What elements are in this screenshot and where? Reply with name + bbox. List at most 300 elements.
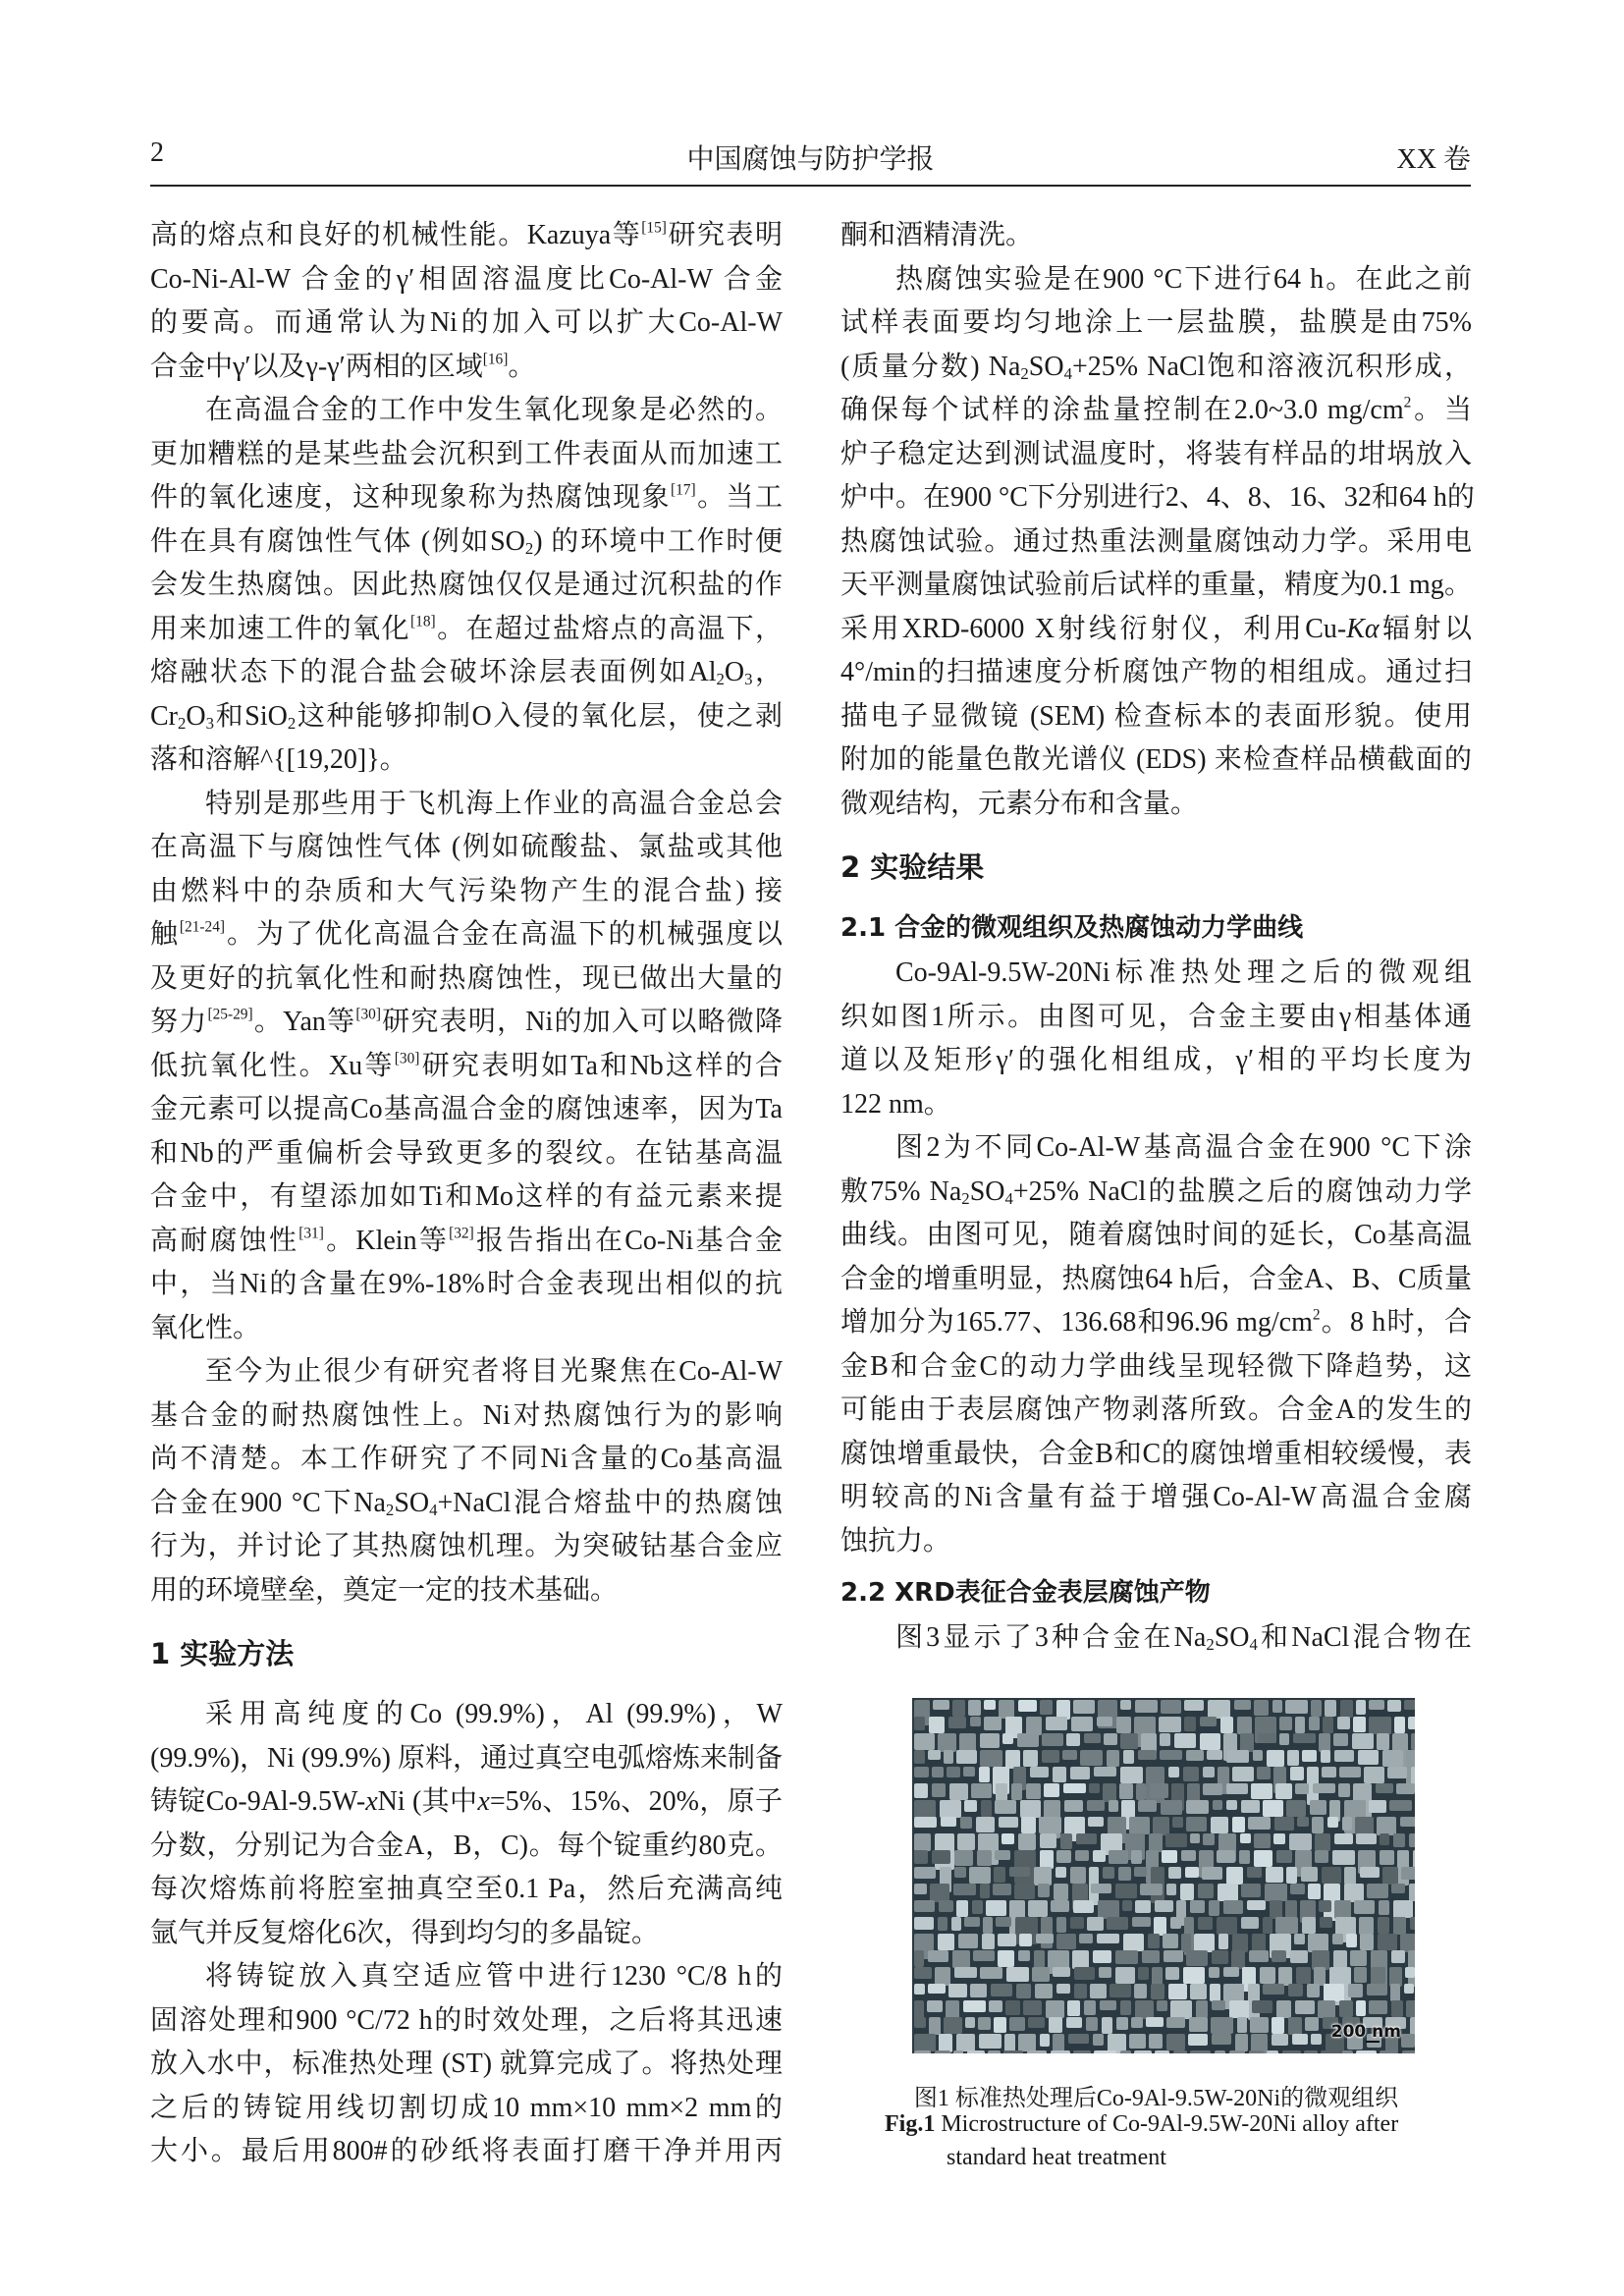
gamma-prime-particle: [1401, 1867, 1415, 1880]
gamma-prime-particle: [1267, 2050, 1278, 2053]
gamma-prime-particle: [1163, 1934, 1178, 1948]
gamma-prime-particle: [1212, 1950, 1228, 1964]
gamma-prime-particle: [1168, 1767, 1179, 1777]
gamma-prime-particle: [1009, 2017, 1025, 2031]
gamma-prime-particle: [1122, 1900, 1132, 1911]
gamma-prime-particle: [1120, 1767, 1143, 1783]
gamma-prime-particle: [1410, 1917, 1415, 1930]
gamma-prime-particle: [1348, 1984, 1363, 1997]
gamma-prime-particle: [1107, 1917, 1128, 1930]
paragraph: [840, 1616, 1472, 1661]
text-line: 件在具有腐蚀性气体 (例如$SO_2$) 的环境中工作时便: [150, 525, 783, 558]
gamma-prime-particle: [1285, 1900, 1297, 1918]
gamma-prime-particle: [1181, 1850, 1196, 1861]
gamma-prime-particle: [1129, 1817, 1150, 1834]
gamma-prime-particle: [977, 1850, 992, 1866]
gamma-prime-particle: [1333, 1950, 1347, 1968]
gamma-prime-particle: [953, 1884, 976, 1895]
gamma-prime-particle: [1094, 2050, 1116, 2053]
gamma-prime-particle: [1018, 1950, 1030, 1961]
gamma-prime-particle: [1032, 1967, 1050, 1982]
gamma-prime-particle: [1213, 1800, 1222, 1810]
text-line: 4°/min的扫描速度分析腐蚀产物的相组成。通过扫: [840, 657, 1472, 687]
gamma-prime-particle: [1076, 1833, 1097, 1844]
paragraph: [150, 389, 783, 783]
gamma-prime-particle: [1308, 1934, 1328, 1952]
gamma-prime-particle: [1005, 2000, 1020, 2015]
gamma-prime-particle: [956, 2034, 975, 2051]
gamma-prime-particle: [1282, 2050, 1301, 2053]
gamma-prime-particle: [1203, 1833, 1215, 1845]
gamma-prime-particle: [914, 1884, 927, 1894]
gamma-prime-particle: [1334, 1833, 1353, 1844]
gamma-prime-particle: [1140, 1884, 1163, 1895]
gamma-prime-particle: [1088, 1817, 1104, 1827]
text-line: 炉子稳定达到测试温度时，将装有样品的坩埚放入: [840, 438, 1472, 469]
gamma-prime-particle: [1333, 1733, 1348, 1746]
gamma-prime-particle: [1247, 1900, 1266, 1910]
gamma-prime-particle: [1198, 1917, 1213, 1930]
text-line: 特别是那些用于飞机海上作业的高温合金总会: [205, 788, 783, 819]
text-line: 尚不清楚。本工作研究了不同Ni含量的Co基高温: [150, 1444, 783, 1474]
gamma-prime-particle: [1075, 1850, 1089, 1861]
paragraph: [840, 258, 1475, 827]
gamma-prime-particle: [1116, 1717, 1131, 1733]
text-line: 中，当Ni的含量在9%-18%时合金表现出相似的抗: [150, 1269, 783, 1299]
gamma-prime-particle: [1382, 1867, 1398, 1885]
text-line: 将铸锭放入真空适应管中进行1230 °C/8 h的: [205, 1961, 783, 1992]
gamma-prime-particle: [1254, 1850, 1272, 1867]
gamma-prime-particle: [1190, 1984, 1207, 1999]
gamma-prime-particle: [1099, 1967, 1111, 1978]
gamma-prime-particle: [1387, 1767, 1407, 1778]
gamma-prime-particle: [1289, 1833, 1312, 1850]
gamma-prime-particle: [928, 1950, 948, 1962]
gamma-prime-particle: [914, 1984, 925, 1995]
gamma-prime-particle: [1086, 2017, 1098, 2031]
gamma-prime-particle: [914, 1750, 925, 1764]
gamma-prime-particle: [1053, 1967, 1070, 1977]
text-line: 金元素可以提高Co基高温合金的腐蚀速率，因为Ta: [150, 1094, 783, 1124]
left-column: [150, 214, 783, 2174]
gamma-prime-particle: [984, 1700, 996, 1710]
gamma-prime-particle: [1100, 2000, 1116, 2010]
text-line: 至今为止很少有研究者将目光聚焦在Co-Al-W: [205, 1356, 783, 1387]
header-rule: [150, 185, 1471, 187]
gamma-prime-particle: [1056, 1850, 1071, 1863]
gamma-prime-particle: [1120, 2000, 1131, 2015]
gamma-prime-particle: [1279, 1717, 1292, 1730]
gamma-prime-particle: [914, 1867, 936, 1879]
gamma-prime-particle: [1254, 1833, 1271, 1848]
gamma-prime-particle: [1184, 1717, 1196, 1731]
gamma-prime-particle: [1241, 1917, 1259, 1929]
gamma-prime-particle: [1094, 1767, 1116, 1777]
gamma-prime-particle: [1297, 1817, 1309, 1827]
gamma-prime-particle: [1274, 1817, 1294, 1831]
gamma-prime-particle: [1103, 1867, 1114, 1879]
gamma-prime-particle: [1387, 1700, 1401, 1712]
gamma-prime-particle: [1150, 1783, 1168, 1798]
gamma-prime-particle: [1240, 1833, 1251, 1843]
gamma-prime-particle: [914, 1833, 931, 1851]
gamma-prime-particle: [993, 1884, 1011, 1895]
paragraph: [150, 1350, 783, 1613]
gamma-prime-particle: [1001, 1833, 1014, 1844]
gamma-prime-particle: [1017, 1733, 1039, 1747]
text-line: 微观结构，元素分布和含量。: [840, 788, 1199, 819]
gamma-prime-particle: [1190, 1833, 1200, 1843]
gamma-prime-particle: [951, 1917, 961, 1931]
gamma-prime-particle: [1042, 1733, 1063, 1746]
text-line: 描电子显微镜 (SEM) 检查标本的表面形貌。使用: [840, 700, 1472, 732]
text-line: 和Nb的严重偏析会导致更多的裂纹。在钴基高温: [150, 1137, 783, 1169]
figure-caption-en-cont: standard heat treatment: [947, 2145, 1166, 2170]
text-line: 试样表面要均匀地涂上一层盐膜，盐膜是由75%: [840, 307, 1472, 338]
gamma-prime-particle: [1342, 2050, 1353, 2053]
text-line: 基合金的耐热腐蚀性上。Ni对热腐蚀行为的影响: [150, 1399, 783, 1431]
gamma-prime-particle: [1313, 1783, 1335, 1793]
gamma-prime-particle: [1223, 1967, 1239, 1977]
gamma-prime-particle: [1286, 1867, 1297, 1884]
gamma-prime-particle: [1215, 2050, 1225, 2053]
gamma-prime-particle: [1220, 1717, 1233, 1733]
gamma-prime-particle: [1116, 2017, 1128, 2030]
text-line: 确保每个试样的涂盐量控制在2.0~3.0 $mg/cm^2$。当: [840, 394, 1472, 425]
gamma-prime-particle: [1272, 1700, 1282, 1713]
gamma-prime-particle: [1115, 1967, 1135, 1984]
gamma-prime-particle: [1157, 2000, 1167, 2011]
gamma-prime-particle: [1249, 2050, 1264, 2053]
gamma-prime-particle: [1202, 1867, 1222, 1880]
gamma-prime-particle: [980, 1884, 990, 1898]
gamma-prime-particle: [935, 1967, 950, 1986]
gamma-prime-particle: [1279, 1733, 1289, 1745]
gamma-prime-particle: [1356, 2000, 1366, 2016]
gamma-prime-particle: [1074, 1967, 1095, 1980]
gamma-prime-particle: [1285, 1700, 1308, 1714]
gamma-prime-particle: [1044, 1783, 1059, 1797]
gamma-prime-particle: [1346, 1934, 1357, 1947]
figure-label: Fig.1: [885, 2111, 936, 2137]
gamma-prime-particle: [1218, 1934, 1228, 1949]
gamma-prime-particle: [1183, 1967, 1205, 1984]
text-line: 熔融状态下的混合盐会破坏涂层表面例如$Al_2O_3$，: [150, 657, 783, 689]
text-line: 合金在900 °C下$Na_2SO_4+NaCl$混合熔盐中的热腐蚀: [150, 1487, 783, 1519]
gamma-prime-particle: [1151, 1984, 1164, 1999]
gamma-prime-particle: [1404, 1984, 1414, 1994]
text-line: 122 nm。: [840, 1088, 951, 1120]
gamma-prime-particle: [1046, 1717, 1067, 1730]
gamma-prime-particle: [1404, 1700, 1415, 1710]
text-line: 热腐蚀实验是在900 °C下进行64 h。在此之前: [895, 263, 1472, 295]
text-line: 由燃料中的杂质和大气污染物产生的混合盐) 接: [150, 875, 783, 906]
gamma-prime-particle: [1367, 1884, 1388, 1898]
text-line: 用来加速工件的氧化[18]。在超过盐熔点的高温下，: [150, 612, 783, 644]
gamma-prime-particle: [1091, 1884, 1111, 1893]
gamma-prime-particle: [1217, 1917, 1237, 1935]
gamma-prime-particle: [1310, 1800, 1326, 1815]
gamma-prime-particle: [1237, 1717, 1252, 1734]
gamma-prime-particle: [941, 1817, 956, 1827]
gamma-prime-particle: [1382, 1750, 1403, 1767]
gamma-prime-particle: [914, 2050, 931, 2053]
gamma-prime-particle: [1295, 1783, 1309, 1794]
gamma-prime-particle: [1265, 1884, 1287, 1901]
gamma-prime-particle: [1301, 1867, 1318, 1882]
gamma-prime-particle: [1320, 1917, 1332, 1928]
gamma-prime-particle: [1275, 1783, 1292, 1799]
gamma-prime-particle: [1342, 1817, 1352, 1831]
gamma-prime-particle: [1040, 2034, 1050, 2047]
gamma-prime-particle: [1138, 1750, 1157, 1760]
gamma-prime-particle: [1369, 2000, 1387, 2014]
gamma-prime-particle: [1165, 1967, 1179, 1980]
gamma-prime-particle: [914, 1733, 935, 1750]
gamma-prime-particle: [1358, 1750, 1379, 1765]
gamma-prime-particle: [1028, 2017, 1045, 2028]
gamma-prime-particle: [1380, 1833, 1389, 1845]
gamma-prime-particle: [1379, 1900, 1389, 1915]
gamma-prime-particle: [1056, 1917, 1066, 1933]
gamma-prime-particle: [1066, 1733, 1080, 1746]
gamma-prime-particle: [1187, 1783, 1200, 1802]
gamma-prime-particle: [1170, 1917, 1181, 1929]
gamma-prime-particle: [1131, 2017, 1143, 2028]
gamma-prime-particle: [1132, 1917, 1151, 1927]
gamma-prime-particle: [1237, 2017, 1247, 2033]
gamma-prime-particle: [1334, 1750, 1354, 1762]
gamma-prime-particle: [1020, 1800, 1041, 1818]
gamma-prime-particle: [1011, 1783, 1022, 1800]
gamma-prime-particle: [954, 1867, 966, 1878]
gamma-prime-particle: [1350, 1950, 1367, 1966]
gamma-prime-particle: [1186, 1800, 1209, 1814]
gamma-prime-particle: [1016, 1984, 1031, 1998]
gamma-prime-particle: [1276, 1850, 1292, 1863]
gamma-prime-particle: [1229, 2050, 1245, 2053]
gamma-prime-particle: [1322, 1867, 1341, 1884]
gamma-prime-particle: [1040, 1850, 1054, 1869]
text-line: 落和溶解^{[19,20]}。: [150, 744, 407, 775]
text-line: 曲线。由图可见，随着腐蚀时间的延长，Co基高温: [840, 1220, 1472, 1250]
gamma-prime-particle: [1406, 2000, 1415, 2017]
text-line: 敷75% $Na_2SO_4+25\%$ NaCl的盐膜之后的腐蚀动力学: [840, 1175, 1472, 1208]
text-line: 酮和酒精清洗。: [840, 220, 1034, 250]
gamma-prime-particle: [1014, 1884, 1035, 1899]
gamma-prime-particle: [1276, 2000, 1291, 2018]
gamma-prime-particle: [1107, 1750, 1119, 1767]
gamma-prime-particle: [1369, 1700, 1384, 1710]
gamma-prime-particle: [1258, 1733, 1276, 1743]
gamma-prime-particle: [1389, 1800, 1412, 1811]
gamma-prime-particle: [1208, 1700, 1230, 1719]
gamma-prime-particle: [965, 2017, 975, 2028]
gamma-prime-particle: [1232, 1767, 1254, 1781]
text-line: 合金中γ′以及γ-γ′两相的区域[16]。: [150, 350, 536, 382]
text-line: 每次熔炼前将腔室抽真空至0.1 Pa，然后充满高纯: [150, 1874, 783, 1904]
gamma-prime-particle: [1073, 2050, 1091, 2053]
gamma-prime-particle: [1400, 1817, 1415, 1827]
gamma-prime-particle: [1087, 1917, 1104, 1931]
gamma-prime-particle: [1401, 2034, 1415, 2048]
gamma-prime-particle: [1318, 2000, 1335, 2018]
gamma-prime-particle: [999, 1700, 1014, 1719]
gamma-prime-particle: [954, 1850, 973, 1866]
right-column: [840, 214, 1475, 1661]
gamma-prime-particle: [998, 1950, 1014, 1967]
gamma-prime-particle: [1146, 2017, 1164, 2027]
gamma-prime-particle: [1046, 2000, 1064, 2018]
gamma-prime-particle: [1307, 1984, 1320, 1997]
gamma-prime-particle: [1309, 1717, 1320, 1730]
text-line: 氧化性。: [150, 1312, 261, 1343]
gamma-prime-particle: [1302, 1917, 1316, 1934]
text-line: 及更好的抗氧化性和耐热腐蚀性，现已做出大量的: [150, 962, 783, 994]
gamma-prime-particle: [1334, 1900, 1351, 1919]
gamma-prime-particle: [984, 1717, 1001, 1730]
scale-bar-label: 200 nm: [1330, 2022, 1401, 2042]
gamma-prime-particle: [1173, 2050, 1187, 2053]
text-line: 用的环境壁垒，奠定一定的技术基础。: [150, 1574, 619, 1606]
gamma-prime-particle: [1295, 2000, 1315, 2014]
gamma-prime-particle: [983, 1917, 993, 1934]
gamma-prime-particle: [1332, 1934, 1343, 1944]
gamma-prime-particle: [1155, 1900, 1173, 1912]
gamma-prime-particle: [1142, 1950, 1160, 1963]
gamma-prime-particle: [1311, 2034, 1322, 2045]
gamma-prime-particle: [929, 1717, 945, 1733]
gamma-prime-particle: [1218, 1884, 1238, 1901]
gamma-prime-particle: [1263, 1917, 1272, 1934]
gamma-prime-particle: [1360, 1867, 1380, 1878]
gamma-prime-particle: [1019, 1934, 1032, 1946]
gamma-prime-particle: [1148, 1934, 1160, 1948]
gamma-prime-particle: [952, 1700, 965, 1717]
gamma-prime-particle: [1377, 1733, 1389, 1750]
gamma-prime-particle: [1135, 1900, 1151, 1913]
gamma-prime-particle: [1251, 1783, 1272, 1799]
gamma-prime-particle: [1304, 2050, 1318, 2053]
gamma-prime-particle: [1039, 1817, 1061, 1833]
gamma-prime-particle: [964, 1917, 980, 1927]
gamma-prime-particle: [969, 1867, 991, 1884]
gamma-prime-particle: [1211, 2017, 1233, 2034]
gamma-prime-particle: [1160, 1733, 1170, 1746]
gamma-prime-particle: [1190, 1900, 1205, 1913]
gamma-prime-particle: [960, 1817, 972, 1829]
gamma-prime-particle: [1367, 1984, 1387, 1995]
gamma-prime-particle: [946, 2000, 959, 2019]
gamma-prime-particle: [1356, 2050, 1377, 2053]
gamma-prime-particle: [1290, 1767, 1304, 1780]
gamma-prime-particle: [970, 1984, 987, 1997]
gamma-prime-particle: [1084, 2000, 1096, 2015]
gamma-prime-particle: [1054, 1884, 1068, 1900]
gamma-prime-particle: [914, 1850, 928, 1864]
text-line: (质量分数) $Na_2SO_4+25\%$ NaCl饱和溶液沉积形成，: [840, 351, 1472, 383]
text-line: 更加糟糕的是某些盐会沉积到工件表面从而加速工: [150, 438, 783, 469]
gamma-prime-particle: [1003, 2050, 1023, 2053]
gamma-prime-particle: [1319, 1733, 1330, 1752]
gamma-prime-particle: [1149, 2034, 1163, 2049]
gamma-prime-particle: [1378, 1934, 1397, 1950]
text-line: 天平测量腐蚀试验前后试样的重量，精度为0.1 mg。: [840, 570, 1472, 600]
gamma-prime-particle: [1066, 2017, 1082, 2028]
text-line: 道以及矩形γ′的强化相组成，γ′相的平均长度为: [840, 1045, 1472, 1075]
gamma-prime-particle: [1040, 1700, 1053, 1715]
gamma-prime-particle: [1185, 1867, 1199, 1878]
gamma-prime-particle: [1089, 1783, 1100, 1793]
text-line: (99.9%)，Ni (99.9%) 原料，通过真空电弧熔炼来制备: [150, 1742, 783, 1774]
gamma-prime-particle: [995, 1800, 1016, 1814]
gamma-prime-particle: [1035, 1984, 1053, 1998]
gamma-prime-particle: [1211, 1817, 1228, 1833]
gamma-prime-particle: [1339, 1767, 1361, 1777]
gamma-prime-particle: [1034, 1950, 1045, 1969]
gamma-prime-particle: [1344, 1884, 1364, 1902]
gamma-prime-particle: [1390, 1984, 1400, 2001]
gamma-prime-particle: [1312, 1817, 1324, 1833]
gamma-prime-particle: [1118, 1867, 1131, 1881]
gamma-prime-particle: [914, 2017, 926, 2028]
gamma-prime-particle: [1115, 1950, 1138, 1964]
section-heading: 1 实验方法: [150, 1637, 295, 1670]
gamma-prime-particle: [1018, 1833, 1036, 1850]
gamma-prime-particle: [1093, 1850, 1106, 1862]
gamma-prime-particle: [1120, 2050, 1131, 2053]
gamma-prime-particle: [1064, 1800, 1083, 1812]
gamma-prime-particle: [1023, 1750, 1038, 1767]
gamma-prime-particle: [1027, 2050, 1047, 2053]
gamma-prime-particle: [1073, 1700, 1095, 1714]
gamma-prime-particle: [1226, 1783, 1248, 1794]
gamma-prime-particle: [1308, 1884, 1321, 1899]
gamma-prime-particle: [1056, 1984, 1070, 1994]
gamma-prime-particle: [914, 1817, 937, 1828]
gamma-prime-particle: [1097, 1717, 1112, 1726]
journal-title: 中国腐蚀与防护学报: [686, 144, 935, 175]
gamma-prime-particle: [1070, 1917, 1084, 1929]
gamma-prime-particle: [1287, 1750, 1299, 1766]
gamma-prime-particle: [1041, 1917, 1053, 1948]
gamma-prime-particle: [1040, 1833, 1056, 1848]
gamma-prime-particle: [1376, 1783, 1393, 1793]
gamma-prime-particle: [1315, 1850, 1328, 1863]
gamma-prime-particle: [1119, 1783, 1133, 1799]
gamma-prime-particle: [989, 2000, 1002, 2012]
gamma-prime-particle: [1186, 1750, 1204, 1761]
gamma-prime-particle: [949, 1783, 968, 1800]
gamma-prime-particle: [979, 1767, 990, 1782]
volume-label: XX 卷: [1396, 144, 1471, 175]
gamma-prime-particle: [1254, 1700, 1269, 1716]
gamma-prime-particle: [1109, 1800, 1118, 1812]
text-line: 高耐腐蚀性[31]。Klein等[32]报告指出在Co-Ni基合金: [150, 1224, 783, 1256]
text-line: 图3显示了3种合金在$Na_2SO_4$和NaCl混合物在: [895, 1622, 1472, 1655]
gamma-prime-particle: [1260, 1967, 1275, 1984]
gamma-prime-particle: [1311, 1700, 1322, 1717]
gamma-prime-particle: [1181, 1934, 1191, 1952]
gamma-prime-particle: [914, 2034, 936, 2051]
gamma-prime-particle: [1286, 1800, 1306, 1817]
text-line: 氩气并反复熔化6次，得到均匀的多晶锭。: [150, 1917, 660, 1948]
gamma-prime-particle: [1212, 2034, 1231, 2045]
gamma-prime-particle: [1288, 2017, 1302, 2035]
gamma-prime-particle: [1190, 2050, 1211, 2053]
gamma-prime-particle: [1249, 1950, 1269, 1962]
gamma-prime-particle: [957, 1833, 975, 1850]
